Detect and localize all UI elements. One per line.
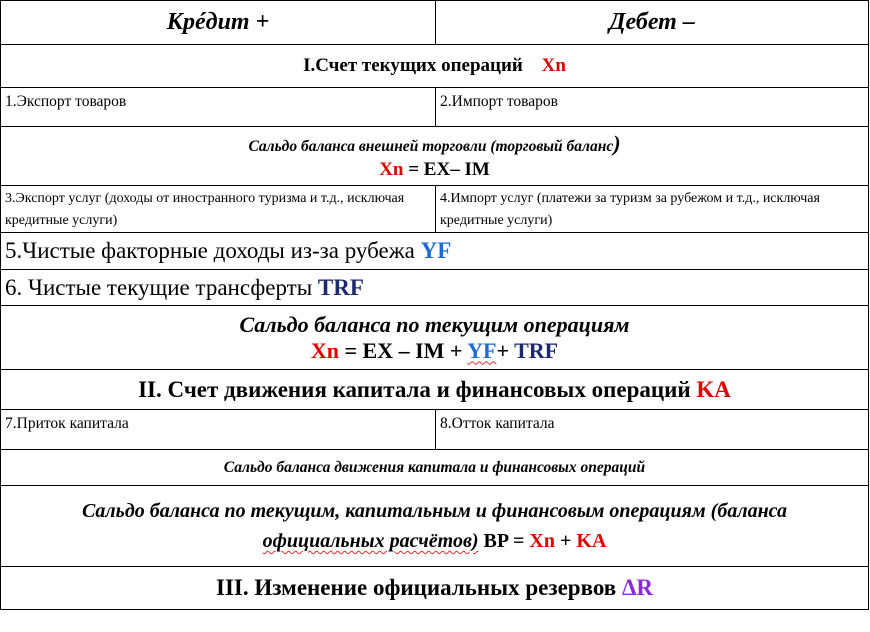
services-row	[1, 186, 869, 233]
transfers-row	[1, 270, 869, 306]
goods-row	[1, 88, 869, 127]
bp-xn: Xn	[529, 530, 555, 552]
trade-balance-title	[5, 132, 864, 158]
factor-income-row	[1, 233, 869, 270]
cb-mid: = EX – IM +	[339, 337, 468, 363]
current-balance-title: Сальдо баланса по текущим операциям	[239, 311, 630, 337]
bp-ka: KA	[576, 530, 607, 552]
current-balance-cell	[1, 306, 869, 370]
overall-balance-cell	[1, 486, 869, 567]
reserves-section	[1, 567, 869, 610]
debit-header: Дебет –	[436, 1, 869, 45]
cb-plus: +	[496, 337, 515, 363]
reserves-cell	[1, 567, 869, 610]
factor-income-cell	[1, 233, 869, 270]
overall-balance-line1: Сальдо баланса по текущим, капитальным и финансовым операциям (баланса	[81, 500, 788, 522]
formula-ex-im: = EX– IM	[403, 158, 490, 180]
current-account-cell	[1, 45, 869, 88]
section-title: I.Счет текущих операций	[303, 55, 523, 76]
capital-section-title: II. Счет движения капитала и финансовых операций	[138, 376, 697, 402]
current-balance-row	[1, 306, 869, 370]
capital-account-cell	[1, 370, 869, 410]
overall-balance-line2	[5, 526, 864, 556]
capital-balance-row	[1, 450, 869, 486]
reserves-title: III. Изменение официальных резервов	[216, 575, 622, 600]
delta-r-code: ΔR	[621, 575, 653, 600]
overall-balance-row	[1, 486, 869, 567]
capital-flows-row	[1, 410, 869, 450]
cb-xn: Xn	[310, 337, 339, 363]
xn-code: Xn	[541, 55, 566, 76]
goods-import-cell: 2.Импорт товаров	[436, 88, 869, 127]
factor-income-text: 5.Чистые факторные доходы из-за рубежа	[5, 238, 421, 263]
capital-account-section	[1, 370, 869, 410]
trade-balance-row	[1, 127, 869, 186]
trade-balance-formula	[5, 158, 864, 181]
bp-label: BP =	[478, 530, 530, 552]
goods-export-cell: 1.Экспорт товаров	[1, 88, 436, 127]
bp-plus: +	[554, 530, 577, 552]
capital-inflow-cell: 7.Приток капитала	[1, 410, 436, 450]
transfers-cell	[1, 270, 869, 306]
trade-balance-title-text: Сальдо баланса внешней торговли (торговый баланс	[248, 137, 614, 155]
capital-outflow-cell: 8.Отток капитала	[436, 410, 869, 450]
cb-trf: TRF	[514, 337, 559, 363]
overall-balance-caption: официальных расчётов)	[262, 530, 479, 552]
current-account-section	[1, 45, 869, 88]
trade-balance-cell	[1, 127, 869, 186]
yf-code: YF	[420, 238, 452, 263]
capital-balance-cell: Сальдо баланса движения капитала и финансовых операций	[1, 450, 869, 486]
ka-code: KA	[696, 376, 731, 402]
header-row	[1, 1, 869, 45]
trade-balance-paren: )	[613, 130, 621, 156]
current-balance-formula	[5, 338, 864, 364]
services-export-cell: 3.Экспорт услуг (доходы от иностранного туризма и т.д., исключая кредитные услуги)	[1, 186, 436, 233]
credit-header: Крéдит +	[1, 1, 436, 45]
transfers-text: 6. Чистые текущие трансферты	[5, 274, 318, 300]
trf-code: TRF	[317, 274, 364, 300]
services-import-cell: 4.Импорт услуг (платежи за туризм за рубежом и т.д., исключая кредитные услуги)	[436, 186, 869, 233]
cb-yf: YF	[467, 337, 497, 363]
formula-xn: Xn	[379, 158, 404, 180]
